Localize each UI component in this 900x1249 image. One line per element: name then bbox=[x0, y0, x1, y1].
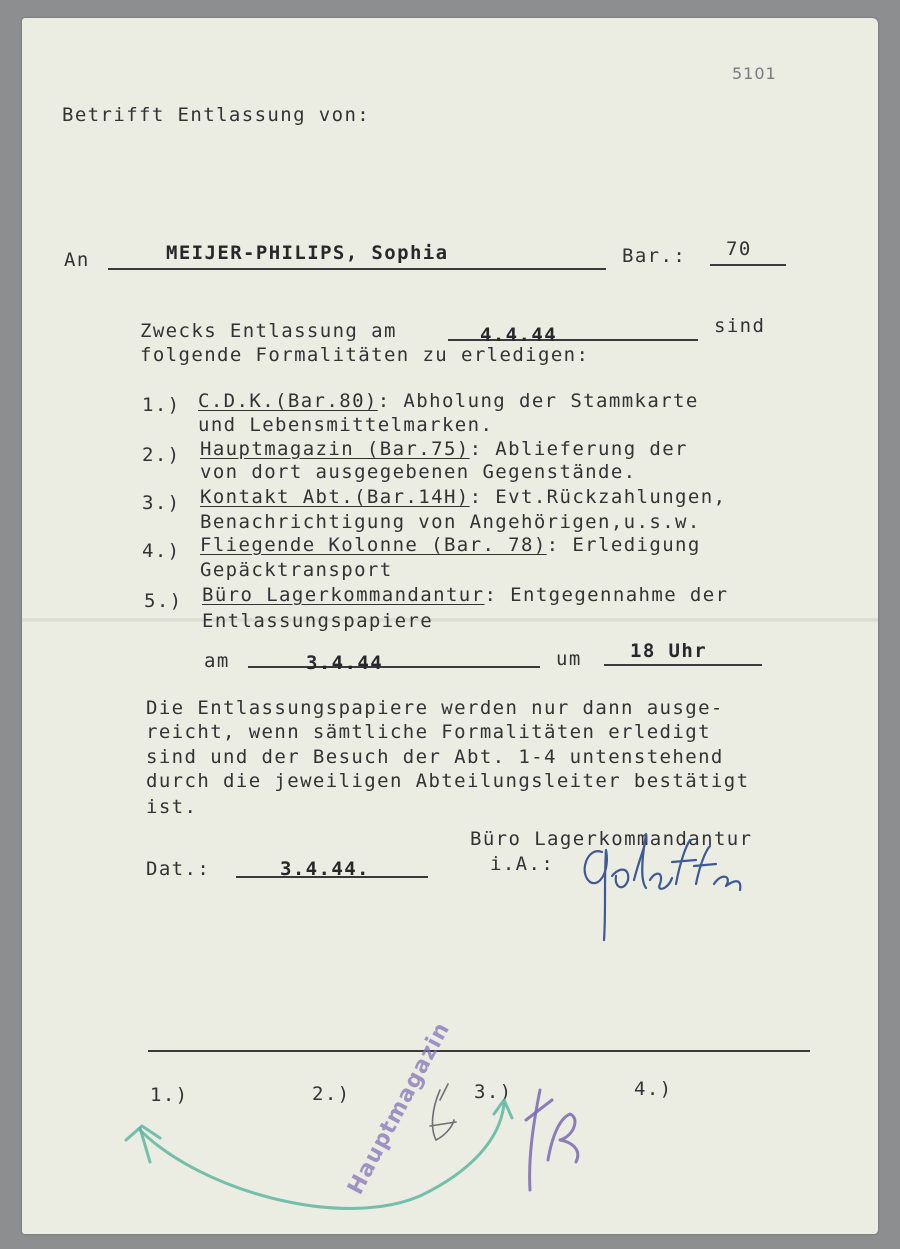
intro-line2: folgende Formalitäten zu erledigen: bbox=[140, 344, 590, 366]
green-crayon-arrow bbox=[126, 1100, 512, 1208]
appointment-time: 18 Uhr bbox=[630, 640, 708, 662]
appointment-um-label: um bbox=[556, 648, 582, 670]
official-signature bbox=[585, 834, 741, 940]
barrack-value: 70 bbox=[726, 238, 752, 260]
item-4-line2: Gepäcktransport bbox=[200, 559, 393, 581]
item-3-task: : Evt.Rückzahlungen, bbox=[469, 486, 727, 508]
recipient-name: MEIJER-PHILIPS, Sophia bbox=[166, 242, 449, 264]
confirmation-label-2: 2.) bbox=[312, 1083, 351, 1105]
hauptmagazin-stamp bbox=[343, 1018, 455, 1199]
notice-line-2: reicht, wenn sämtliche Formalitäten erledigt bbox=[146, 721, 711, 743]
intro-line1-start: Zwecks Entlassung am bbox=[140, 320, 397, 342]
confirmation-label-3: 3.) bbox=[474, 1081, 513, 1103]
violet-crayon-initials bbox=[526, 1090, 578, 1190]
confirmation-label-4: 4.) bbox=[634, 1078, 673, 1100]
stamp-text: Hauptmagazin bbox=[343, 1017, 456, 1199]
archive-number: 5101 bbox=[732, 64, 777, 83]
item-5-line2: Entlassungspapiere bbox=[202, 610, 434, 632]
barrack-label: Bar.: bbox=[622, 245, 687, 267]
item-1-number: 1.) bbox=[142, 394, 181, 416]
item-4-number: 4.) bbox=[142, 540, 181, 562]
intro-line1-end: sind bbox=[714, 315, 766, 337]
issuer-office: Büro Lagerkommandantur bbox=[470, 828, 753, 850]
item-1-line2: und Lebensmittelmarken. bbox=[198, 414, 494, 436]
recipient-prefix: An bbox=[64, 249, 90, 271]
item-5-dept: Büro Lagerkommandantur bbox=[202, 584, 485, 606]
item-4-dept: Fliegende Kolonne (Bar. 78) bbox=[200, 534, 547, 556]
item-5-task: : Entgegennahme der bbox=[484, 584, 729, 606]
issue-date-label: Dat.: bbox=[146, 858, 211, 880]
appointment-date: 3.4.44 bbox=[306, 652, 384, 674]
item-1-dept: C.D.K.(Bar.80) bbox=[198, 390, 378, 412]
item-3-number: 3.) bbox=[142, 492, 181, 514]
item-2-task: : Ablieferung der bbox=[469, 438, 688, 460]
discharge-date: 4.4.44 bbox=[480, 324, 558, 346]
pencil-initial bbox=[430, 1084, 456, 1140]
appointment-am-label: am bbox=[204, 650, 230, 672]
issuer-ia-label: i.A.: bbox=[490, 853, 555, 875]
item-4-task: : Erledigung bbox=[546, 534, 701, 556]
notice-line-3: sind und der Besuch der Abt. 1-4 untenstehend bbox=[146, 746, 724, 768]
item-3-dept: Kontakt Abt.(Bar.14H) bbox=[200, 486, 470, 508]
item-2-line2: von dort ausgegebenen Gegenstände. bbox=[200, 461, 637, 483]
notice-line-1: Die Entlassungspapiere werden nur dann ausge- bbox=[146, 697, 724, 719]
notice-line-4: durch die jeweiligen Abteilungsleiter bestätigt bbox=[146, 770, 750, 792]
item-5-number: 5.) bbox=[144, 590, 183, 612]
confirmation-label-1: 1.) bbox=[150, 1084, 189, 1106]
item-2-dept: Hauptmagazin (Bar.75) bbox=[200, 438, 470, 460]
notice-line-5: ist. bbox=[146, 796, 198, 818]
item-1-task: : Abholung der Stammkarte bbox=[377, 390, 699, 412]
item-3-line2: Benachrichtigung von Angehörigen,u.s.w. bbox=[200, 511, 701, 533]
heading: Betrifft Entlassung von: bbox=[62, 104, 371, 126]
issue-date: 3.4.44. bbox=[280, 858, 370, 880]
item-2-number: 2.) bbox=[142, 444, 181, 466]
